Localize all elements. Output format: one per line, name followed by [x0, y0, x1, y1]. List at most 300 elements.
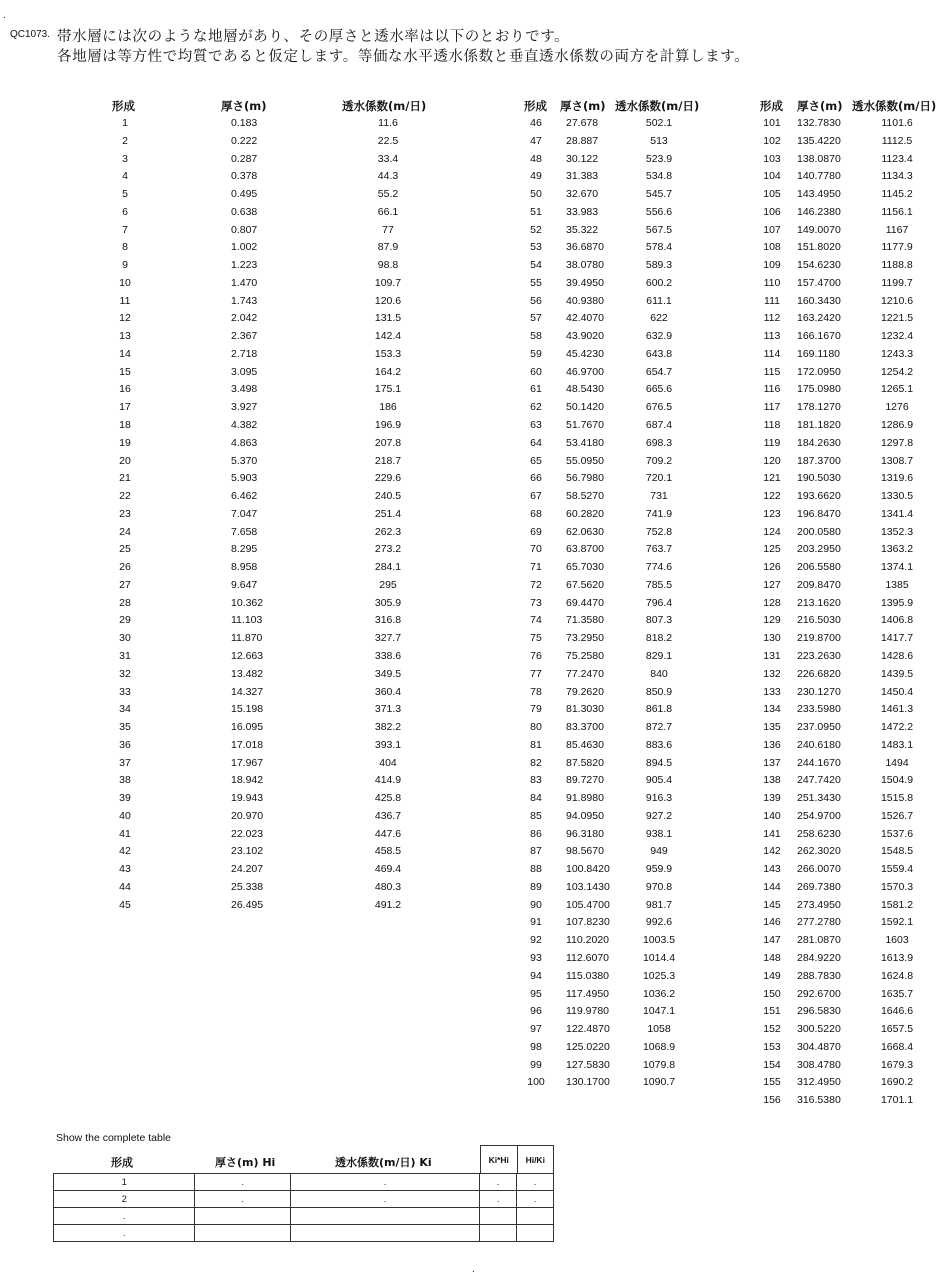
col3-thickness-cell: 175.0980 [797, 383, 841, 396]
col3-thickness-cell: 209.8470 [797, 578, 841, 591]
answer-cell-thickness: . [195, 1191, 291, 1208]
col3-thickness-cell: 273.4950 [797, 898, 841, 911]
col1-thickness-cell: 19.943 [231, 792, 264, 805]
col3-thickness-cell: 308.4780 [797, 1058, 841, 1071]
col1-thickness [231, 115, 301, 914]
col3-conductivity-cell: 1613.9 [880, 951, 914, 964]
answer-row [54, 1191, 554, 1208]
col3-conductivity-cell: 1352.3 [880, 525, 914, 538]
col2-layers-cell: 79 [530, 703, 542, 716]
answer-cell-conductivity: . [291, 1174, 480, 1191]
col2-thickness-cell: 27.678 [566, 117, 599, 129]
col2-thickness-cell: 73.2950 [566, 632, 604, 645]
col1-layers-cell: 30 [119, 632, 131, 645]
header-conductivity-2: 透水係数(m/日) [615, 99, 700, 113]
col3-conductivity-cell: 1286.9 [880, 419, 914, 432]
col3-conductivity-cell: 1156.1 [881, 205, 913, 218]
col3-thickness-cell: 292.6700 [797, 987, 841, 1000]
col1-conductivity [360, 115, 416, 914]
col1-layers-cell: 10 [119, 276, 131, 289]
col2-conductivity-cell: 970.8 [645, 880, 673, 893]
col2-thickness-cell: 60.2820 [566, 507, 604, 520]
col3-layers-cell: 113 [763, 330, 781, 343]
col2-conductivity-cell: 840 [650, 667, 668, 680]
col1-conductivity-cell: 273.2 [374, 543, 402, 556]
col2-layers-cell: 89 [530, 880, 542, 893]
col2-layers-cell: 77 [530, 667, 542, 680]
col1-thickness-cell: 26.495 [231, 898, 264, 911]
col3-thickness-cell: 213.1620 [797, 596, 841, 609]
col3-layers-cell: 107 [763, 223, 781, 236]
col1-layers-cell: 5 [122, 188, 128, 201]
col1-layers-cell: 43 [119, 863, 131, 876]
col1-conductivity-cell: 33.4 [377, 152, 399, 165]
col2-thickness-cell: 96.3180 [566, 827, 604, 840]
col2-conductivity-cell: 513 [650, 134, 668, 147]
col1-layers-cell: 34 [119, 703, 131, 716]
col1-layers-cell: 39 [119, 792, 131, 805]
col3-layers-cell: 156 [763, 1094, 781, 1107]
col2-thickness-cell: 81.3030 [566, 703, 604, 716]
col3-thickness-cell: 277.2780 [797, 916, 841, 929]
col2-layers-cell: 92 [530, 934, 542, 947]
col3-conductivity-cell: 1363.2 [880, 543, 914, 556]
answer-cell-thickness: . [195, 1174, 291, 1191]
col3-thickness-cell: 196.8470 [797, 507, 841, 520]
col2-conductivity-cell: 502.1 [645, 117, 673, 129]
col2-thickness-cell: 107.8230 [566, 916, 610, 929]
col3-layers-cell: 114 [763, 347, 781, 360]
col3-layers-cell: 133 [763, 685, 781, 698]
col2-conductivity-cell: 687.4 [645, 419, 673, 432]
col1-layers-cell: 24 [119, 525, 131, 538]
col1-thickness-cell: 8.958 [231, 561, 258, 574]
col3-thickness-cell: 237.0950 [797, 721, 841, 734]
col2-conductivity-cell: 578.4 [645, 241, 673, 254]
col3-thickness-cell: 281.0870 [797, 934, 841, 947]
col2-thickness-cell: 28.887 [566, 134, 599, 147]
col3-conductivity-cell: 1101.6 [881, 117, 913, 129]
col2-thickness-cell: 91.8980 [566, 792, 604, 805]
col3-thickness-cell: 262.3020 [797, 845, 841, 858]
col3-thickness-cell: 206.5580 [797, 561, 841, 574]
col3-layers-cell: 127 [763, 578, 781, 591]
col2-conductivity-cell: 807.3 [645, 614, 673, 627]
col3-layers-cell: 147 [763, 934, 781, 947]
col3-conductivity-cell: 1177.9 [881, 241, 913, 254]
col3-thickness-cell: 284.9220 [797, 951, 841, 964]
col3-thickness-cell: 304.4870 [797, 1040, 841, 1053]
col2-conductivity-cell: 992.6 [645, 916, 673, 929]
col1-layers-cell: 3 [122, 152, 128, 165]
col1-conductivity-cell: 207.8 [374, 436, 402, 449]
col3-conductivity-cell: 1385 [885, 578, 909, 591]
answer-cell-kh [480, 1208, 517, 1225]
col3-conductivity-cell: 1395.9 [880, 596, 914, 609]
answer-cell-thickness [195, 1208, 291, 1225]
col3-thickness-cell: 163.2420 [797, 312, 841, 325]
col1-thickness-cell: 3.927 [231, 401, 258, 414]
col1-thickness-cell: 9.647 [231, 578, 258, 591]
col3-layers-cell: 111 [764, 294, 780, 307]
col2-conductivity-cell: 698.3 [645, 436, 673, 449]
col1-conductivity-cell: 469.4 [374, 863, 402, 876]
col3-layers-cell: 143 [763, 863, 781, 876]
col3-thickness-cell: 223.2630 [797, 649, 841, 662]
col1-thickness-cell: 7.658 [231, 525, 258, 538]
col3-layers-cell: 126 [763, 561, 781, 574]
col2-conductivity-cell: 1047.1 [642, 1005, 676, 1018]
col3-layers-cell: 102 [763, 134, 781, 147]
answer-row [54, 1225, 554, 1242]
col2-thickness-cell: 87.5820 [566, 756, 604, 769]
answer-cell-kh: . [480, 1191, 517, 1208]
col3-layers-cell: 123 [763, 507, 781, 520]
col3-conductivity-cell: 1428.6 [880, 649, 914, 662]
col3-layers-cell: 139 [763, 792, 781, 805]
col1-conductivity-cell: 229.6 [374, 472, 402, 485]
col3-conductivity-cell: 1657.5 [880, 1023, 914, 1036]
col2-thickness-cell: 77.2470 [566, 667, 604, 680]
answer-cell-kh: . [480, 1174, 517, 1191]
stray-dot-top: . [3, 10, 6, 21]
col3-conductivity-cell: 1243.3 [880, 347, 914, 360]
col1-layers-cell: 37 [119, 756, 131, 769]
col1-thickness-cell: 11.870 [231, 632, 263, 645]
col2-conductivity-cell: 589.3 [645, 259, 673, 272]
col3-thickness-cell: 172.0950 [797, 365, 841, 378]
col1-thickness-cell: 2.718 [231, 347, 258, 360]
col3-layers-cell: 119 [763, 436, 781, 449]
col3-layers-cell: 135 [763, 721, 781, 734]
col1-conductivity-cell: 175.1 [374, 383, 402, 396]
col2-thickness-cell: 71.3580 [566, 614, 604, 627]
col3-thickness-cell: 219.8700 [797, 632, 841, 645]
col1-conductivity-cell: 22.5 [377, 134, 399, 147]
col1-layers-cell: 32 [119, 667, 131, 680]
col3-layers-cell: 104 [763, 170, 781, 183]
col1-layers-cell: 44 [119, 880, 131, 893]
col3-thickness-cell: 143.4950 [797, 188, 841, 201]
col2-layers-cell: 76 [530, 649, 542, 662]
col3-layers-cell: 129 [763, 614, 781, 627]
col3-layers-cell: 124 [763, 525, 781, 538]
col1-layers-cell: 45 [119, 898, 131, 911]
col1-layers-cell: 35 [119, 721, 131, 734]
col3-conductivity-cell: 1592.1 [880, 916, 914, 929]
col2-conductivity-cell: 600.2 [645, 276, 673, 289]
col1-thickness-cell: 5.370 [231, 454, 258, 467]
col3-thickness-cell: 166.1670 [797, 330, 841, 343]
col3-conductivity-cell: 1167 [885, 223, 909, 236]
col3-thickness-cell: 203.2950 [797, 543, 841, 556]
col1-thickness-cell: 1.002 [231, 241, 258, 254]
answer-cell-hk: . [517, 1191, 554, 1208]
answer-header-layer: 形成 [111, 1156, 133, 1169]
col3-thickness-cell: 190.5030 [797, 472, 841, 485]
col1-conductivity-cell: 338.6 [374, 649, 402, 662]
col1-thickness-cell: 0.183 [231, 117, 258, 129]
col3-conductivity-cell: 1199.7 [881, 276, 913, 289]
col1-conductivity-cell: 360.4 [374, 685, 402, 698]
col3-thickness-cell: 151.8020 [797, 241, 841, 254]
col2-layers-cell: 47 [530, 134, 542, 147]
col3-thickness-cell: 288.7830 [797, 969, 841, 982]
col2-thickness-cell: 125.0220 [566, 1040, 610, 1053]
col3-layers-cell: 151 [763, 1005, 781, 1018]
col1-thickness-cell: 22.023 [231, 827, 264, 840]
col2-conductivity-cell: 752.8 [645, 525, 673, 538]
col2-layers-cell: 53 [530, 241, 542, 254]
col3-thickness-cell: 146.2380 [797, 205, 841, 218]
col2-conductivity-cell: 1003.5 [642, 934, 676, 947]
header-layer-3: 形成 [760, 99, 783, 113]
col2-thickness-cell: 119.9780 [566, 1005, 610, 1018]
col3-thickness-cell: 312.4950 [797, 1076, 841, 1089]
answer-header-kh: Ki*Hi [481, 1146, 518, 1174]
col2-thickness-cell: 32.670 [566, 188, 599, 201]
answer-cell-conductivity: . [291, 1191, 480, 1208]
col2-layers-cell: 56 [530, 294, 542, 307]
col2-thickness-cell: 67.5620 [566, 578, 604, 591]
col3-conductivity-cell: 1439.5 [880, 667, 914, 680]
col3-layers-cell: 142 [763, 845, 781, 858]
col3-conductivity-cell: 1308.7 [880, 454, 914, 467]
col1-thickness-cell: 8.295 [231, 543, 258, 556]
col1-conductivity-cell: 480.3 [374, 880, 402, 893]
show-table-label: Show the complete table [56, 1132, 171, 1144]
answer-cell-layer: . [54, 1208, 195, 1225]
col1-conductivity-cell: 98.8 [377, 259, 399, 272]
intro-line-1: 帯水層には次のような地層があり、その厚さと透水率は以下のとおりです。 [57, 29, 570, 45]
col1-thickness-cell: 15.198 [231, 703, 264, 716]
col3-thickness-cell: 233.5980 [797, 703, 841, 716]
col3-thickness-cell: 251.3430 [797, 792, 841, 805]
col1-layers-cell: 1 [122, 117, 128, 129]
col2-conductivity-cell: 785.5 [645, 578, 673, 591]
col3-thickness-cell: 300.5220 [797, 1023, 841, 1036]
col2-layers-cell: 65 [530, 454, 542, 467]
col1-conductivity-cell: 349.5 [374, 667, 402, 680]
col3-conductivity-cell: 1504.9 [880, 774, 914, 787]
col2-conductivity-cell: 741.9 [645, 507, 673, 520]
col1-conductivity-cell: 447.6 [374, 827, 402, 840]
col2-layers-cell: 72 [530, 578, 542, 591]
col2-thickness-cell: 94.0950 [566, 809, 604, 822]
col1-conductivity-cell: 491.2 [374, 898, 402, 911]
col2-thickness-cell: 48.5430 [566, 383, 604, 396]
col3-thickness-cell: 140.7780 [797, 170, 841, 183]
col2-layers-cell: 83 [530, 774, 542, 787]
col3-conductivity-cell: 1112.5 [881, 134, 913, 147]
col2-conductivity [636, 115, 682, 1092]
col2-thickness-cell: 83.3700 [566, 721, 604, 734]
col3-thickness-cell: 187.3700 [797, 454, 841, 467]
col1-layers-cell: 6 [122, 205, 128, 218]
col3-layers-cell: 115 [763, 365, 781, 378]
col2-thickness-cell: 30.122 [566, 152, 599, 165]
col2-layers-cell: 98 [530, 1040, 542, 1053]
col2-thickness-cell: 112.6070 [566, 951, 610, 964]
col1-thickness-cell: 2.042 [231, 312, 258, 325]
col3-layers-cell: 150 [763, 987, 781, 1000]
col2-layers-cell: 51 [530, 205, 542, 218]
col1-layers-cell: 16 [119, 383, 131, 396]
col3-layers-cell: 148 [763, 951, 781, 964]
col2-layers-cell: 49 [530, 170, 542, 183]
col2-conductivity-cell: 938.1 [645, 827, 673, 840]
col3-layers-cell: 117 [763, 401, 781, 414]
col2-thickness-cell: 130.1700 [566, 1076, 610, 1089]
col2-thickness-cell: 98.5670 [566, 845, 604, 858]
col2-conductivity-cell: 916.3 [645, 792, 673, 805]
col1-conductivity-cell: 327.7 [374, 632, 402, 645]
col2-conductivity-cell: 665.6 [645, 383, 673, 396]
col3-conductivity-cell: 1483.1 [880, 738, 914, 751]
col1-layers-cell: 8 [122, 241, 128, 254]
col1-conductivity-cell: 262.3 [374, 525, 402, 538]
question-id: QC1073. [10, 29, 51, 40]
col2-thickness-cell: 127.5830 [566, 1058, 610, 1071]
col3-thickness-cell: 178.1270 [797, 401, 841, 414]
col2-layers-cell: 74 [530, 614, 542, 627]
col3-layers-cell: 109 [763, 259, 781, 272]
col3-conductivity-cell: 1701.1 [880, 1094, 914, 1107]
col3-thickness-cell: 193.6620 [797, 490, 841, 503]
col2-conductivity-cell: 927.2 [645, 809, 673, 822]
col3-conductivity-cell: 1330.5 [880, 490, 914, 503]
col2-conductivity-cell: 709.2 [645, 454, 673, 467]
col2-thickness-cell: 53.4180 [566, 436, 604, 449]
col1-conductivity-cell: 458.5 [374, 845, 402, 858]
answer-cell-kh [480, 1225, 517, 1242]
col3-conductivity-cell: 1537.6 [880, 827, 914, 840]
col1-conductivity-cell: 425.8 [374, 792, 402, 805]
col2-conductivity-cell: 829.1 [645, 649, 673, 662]
header-conductivity-3: 透水係数(m/日) [852, 99, 937, 113]
col1-thickness-cell: 1.470 [231, 276, 258, 289]
col3-thickness-cell: 138.0870 [797, 152, 841, 165]
col3-layers-cell: 118 [763, 419, 781, 432]
col2-thickness-cell: 122.4870 [566, 1023, 610, 1036]
col2-conductivity-cell: 534.8 [645, 170, 673, 183]
col2-layers-cell: 90 [530, 898, 542, 911]
col1-thickness-cell: 5.903 [231, 472, 258, 485]
col3-layers-cell: 138 [763, 774, 781, 787]
col1-conductivity-cell: 153.3 [374, 347, 402, 360]
col3-conductivity-cell: 1123.4 [881, 152, 913, 165]
col1-conductivity-cell: 164.2 [374, 365, 402, 378]
col1-layers-cell: 9 [122, 259, 128, 272]
col1-conductivity-cell: 414.9 [374, 774, 402, 787]
col3-thickness-cell: 269.7380 [797, 880, 841, 893]
col3-thickness-cell: 247.7420 [797, 774, 841, 787]
col2-layers-cell: 64 [530, 436, 542, 449]
col2-thickness-cell: 43.9020 [566, 330, 604, 343]
answer-table [53, 1173, 554, 1242]
col3-thickness-cell: 132.7830 [797, 117, 841, 129]
col1-conductivity-cell: 77 [382, 223, 394, 236]
col2-conductivity-cell: 523.9 [645, 152, 673, 165]
col1-thickness-cell: 1.223 [231, 259, 258, 272]
col1-thickness-cell: 14.327 [231, 685, 264, 698]
col2-thickness-cell: 75.2580 [566, 649, 604, 662]
col1-thickness-cell: 6.462 [231, 490, 258, 503]
col3-layers-cell: 134 [763, 703, 781, 716]
col2-layers-cell: 100 [527, 1076, 545, 1089]
col1-conductivity-cell: 44.3 [377, 170, 399, 183]
col2-conductivity-cell: 731 [650, 490, 668, 503]
col3-conductivity-cell: 1461.3 [880, 703, 914, 716]
col2-conductivity-cell: 1025.3 [642, 969, 676, 982]
col2-thickness-cell: 42.4070 [566, 312, 604, 325]
col1-conductivity-cell: 87.9 [377, 241, 399, 254]
col2-conductivity-cell: 622 [650, 312, 668, 325]
col2-thickness-cell: 56.7980 [566, 472, 604, 485]
col3-conductivity-cell: 1646.6 [880, 1005, 914, 1018]
col2-conductivity-cell: 796.4 [645, 596, 673, 609]
col2-conductivity-cell: 611.1 [646, 294, 672, 307]
col3-thickness-cell: 169.1180 [797, 347, 841, 360]
col2-layers-cell: 99 [530, 1058, 542, 1071]
col1-conductivity-cell: 109.7 [374, 276, 402, 289]
col2-thickness-cell: 65.7030 [566, 561, 604, 574]
col1-conductivity-cell: 382.2 [374, 721, 402, 734]
answer-cell-hk [517, 1225, 554, 1242]
col2-layers-cell: 46 [530, 117, 542, 129]
col2-thickness [566, 115, 636, 1092]
col2-thickness-cell: 79.2620 [566, 685, 604, 698]
col1-conductivity-cell: 251.4 [374, 507, 402, 520]
col1-conductivity-cell: 305.9 [374, 596, 402, 609]
col2-layers-cell: 68 [530, 507, 542, 520]
answer-extra-header [480, 1145, 554, 1174]
col2-thickness-cell: 103.1430 [566, 880, 610, 893]
col3-layers-cell: 137 [763, 756, 781, 769]
col3-thickness-cell: 184.2630 [797, 436, 841, 449]
col3-thickness-cell: 135.4220 [797, 134, 841, 147]
col3-layers-cell: 108 [763, 241, 781, 254]
col2-thickness-cell: 85.4630 [566, 738, 604, 751]
col3-conductivity-cell: 1221.5 [880, 312, 914, 325]
col2-conductivity-cell: 676.5 [645, 401, 673, 414]
col1-conductivity-cell: 11.6 [378, 117, 398, 129]
col1-layers-cell: 13 [119, 330, 131, 343]
col3-thickness-cell: 160.3430 [797, 294, 841, 307]
col3-layers-cell: 128 [763, 596, 781, 609]
col2-layers-cell: 81 [530, 738, 542, 751]
col2-layers-cell: 82 [530, 756, 542, 769]
col1-layers-cell: 40 [119, 809, 131, 822]
header-layer-1: 形成 [112, 99, 135, 113]
col3-conductivity-cell: 1494 [885, 756, 909, 769]
col2-conductivity-cell: 774.6 [645, 561, 673, 574]
col1-layers-cell: 27 [119, 578, 131, 591]
col3-thickness-cell: 244.1670 [797, 756, 841, 769]
col1-thickness-cell: 18.942 [231, 774, 264, 787]
col2-conductivity-cell: 1036.2 [642, 987, 676, 1000]
col3-thickness-cell: 254.9700 [797, 809, 841, 822]
col2-layers-cell: 80 [530, 721, 542, 734]
col2-layers-cell: 63 [530, 419, 542, 432]
col3-conductivity-cell: 1679.3 [880, 1058, 914, 1071]
col3-conductivity-cell: 1668.4 [880, 1040, 914, 1053]
col3-layers-cell: 131 [763, 649, 781, 662]
col2-thickness-cell: 58.5270 [566, 490, 604, 503]
col2-layers-cell: 69 [530, 525, 542, 538]
col2-layers-cell: 97 [530, 1023, 542, 1036]
col3-layers-cell: 106 [763, 205, 781, 218]
